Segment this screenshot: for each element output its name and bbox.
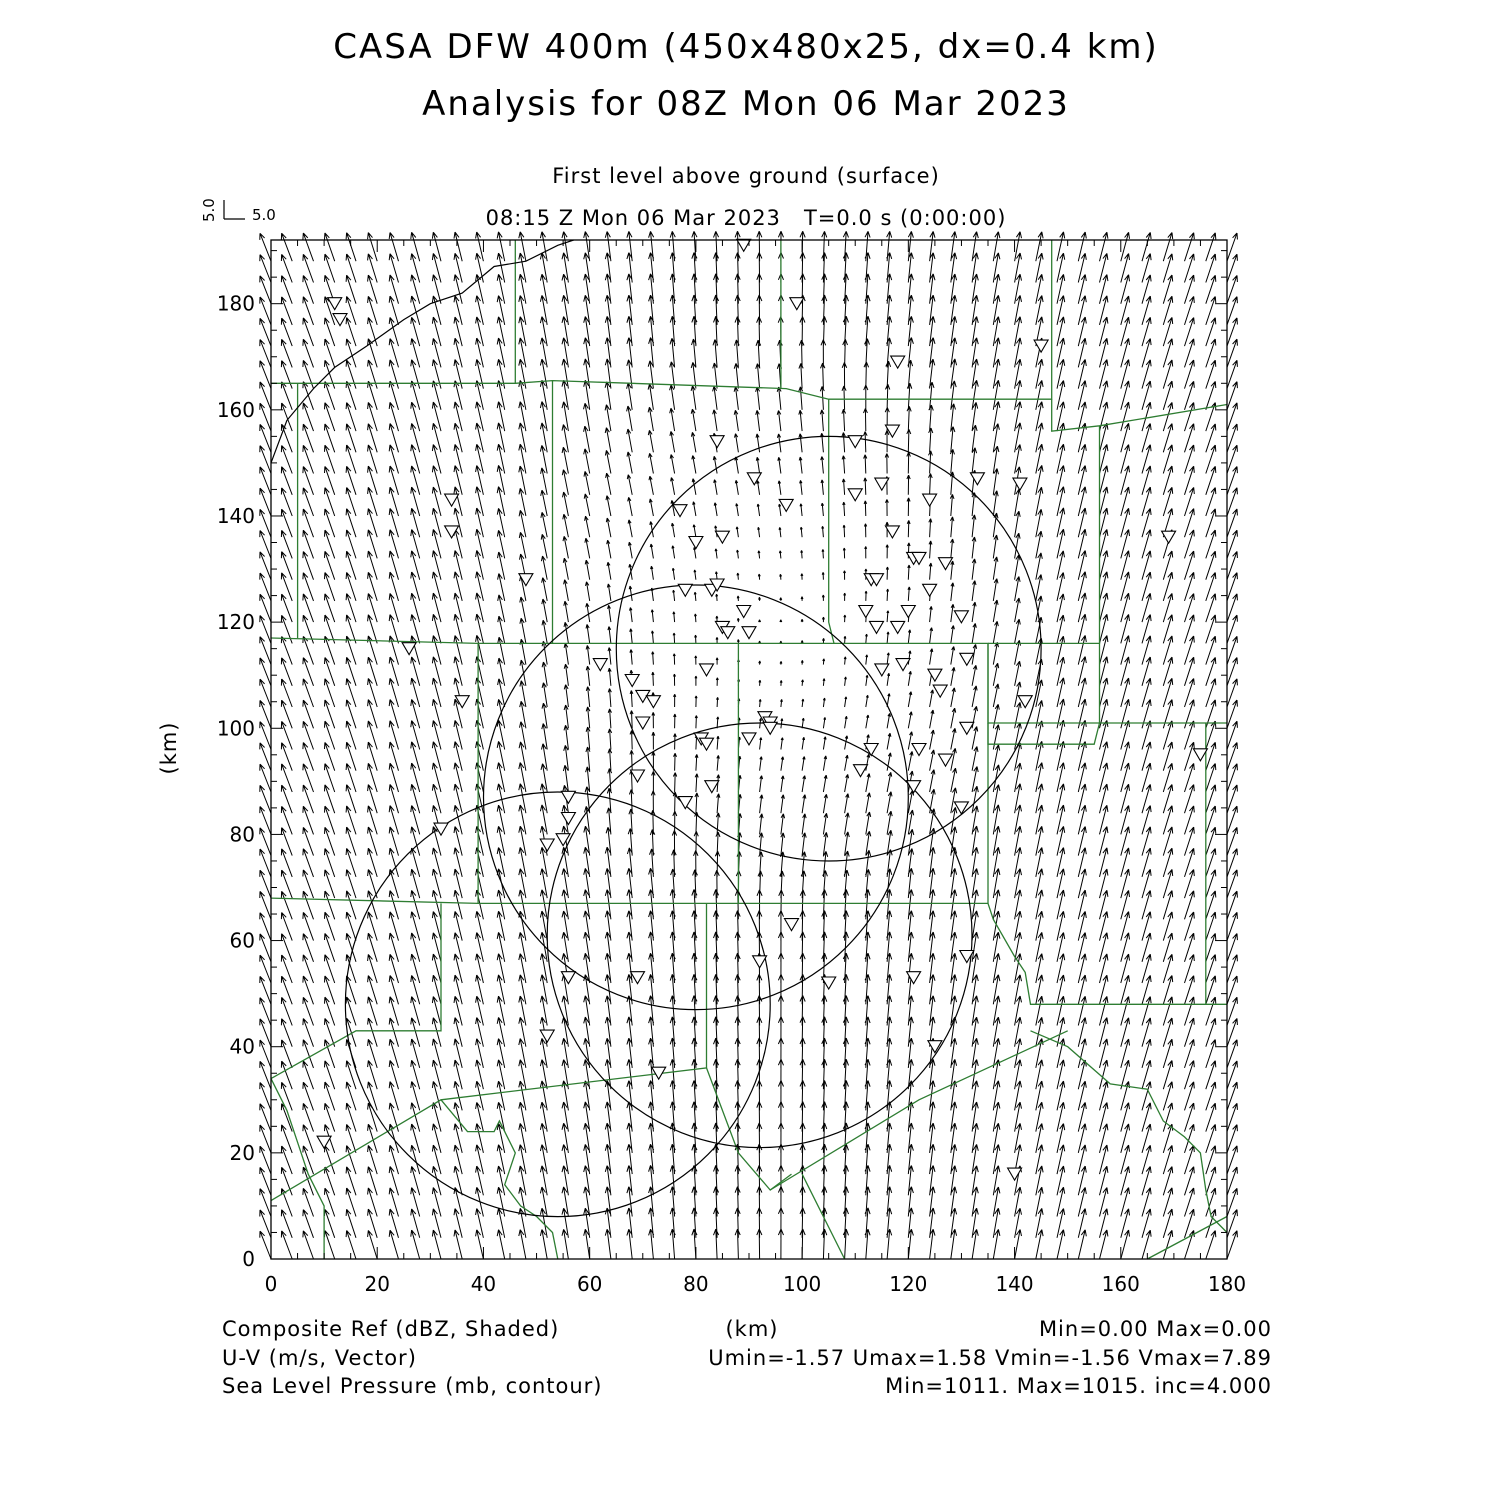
footer-field2-label: U-V (m/s, Vector) xyxy=(222,1346,417,1370)
pressure-contour-line xyxy=(271,240,574,463)
x-tick-label: 60 xyxy=(576,1272,603,1296)
station-marker xyxy=(923,584,937,596)
station-marker xyxy=(317,1136,331,1148)
y-tick-label: 60 xyxy=(229,928,255,953)
station-marker xyxy=(402,643,416,655)
station-marker xyxy=(700,664,714,676)
x-axis-label: (km) xyxy=(725,1317,779,1341)
station-marker xyxy=(896,659,910,671)
station-marker xyxy=(678,797,692,809)
pressure-contours xyxy=(271,240,574,463)
station-marker xyxy=(954,611,968,623)
station-marker xyxy=(673,505,687,517)
y-tick-label: 100 xyxy=(216,716,255,741)
station-marker xyxy=(901,606,915,618)
station-marker xyxy=(891,621,905,633)
county-boundary-line xyxy=(271,903,707,1200)
station-marker xyxy=(689,537,703,549)
station-marker xyxy=(870,621,884,633)
station-marker xyxy=(928,669,942,681)
station-marker xyxy=(631,972,645,984)
station-marker xyxy=(646,696,660,708)
station-marker xyxy=(1008,1168,1022,1180)
vector-scale-v-label: 5.0 xyxy=(200,198,218,222)
y-tick-label: 20 xyxy=(229,1140,255,1165)
x-tick-label: 20 xyxy=(364,1272,390,1296)
y-tick-label: 160 xyxy=(216,397,255,422)
station-marker xyxy=(848,436,862,448)
x-tick-label: 160 xyxy=(1101,1272,1140,1296)
radar-range-rings xyxy=(345,436,1041,1216)
subtitle-level: First level above ground (surface) xyxy=(552,164,940,188)
station-marker xyxy=(328,298,342,310)
station-marker xyxy=(891,356,905,368)
station-markers xyxy=(317,239,1207,1180)
station-marker xyxy=(625,675,639,687)
station-marker xyxy=(790,298,804,310)
station-marker xyxy=(1013,478,1027,490)
footer-field1-label: Composite Ref (dBZ, Shaded) xyxy=(222,1317,560,1341)
station-marker xyxy=(960,722,974,734)
station-marker xyxy=(779,499,793,511)
station-marker xyxy=(753,956,767,968)
x-tick-label: 80 xyxy=(683,1272,709,1296)
station-marker xyxy=(710,436,724,448)
station-marker xyxy=(933,685,947,697)
county-boundary-line xyxy=(770,1031,1067,1190)
station-marker xyxy=(742,627,756,639)
title-line-1: CASA DFW 400m (450x480x25, dx=0.4 km) xyxy=(333,27,1159,67)
station-marker xyxy=(636,717,650,729)
station-marker xyxy=(742,733,756,745)
x-axis-ticks xyxy=(265,240,1246,1296)
station-marker xyxy=(859,606,873,618)
x-tick-label: 140 xyxy=(995,1272,1034,1296)
station-marker xyxy=(715,531,729,543)
station-marker xyxy=(785,919,799,931)
subtitle-time: 08:15 Z Mon 06 Mar 2023 T=0.0 s (0:00:00) xyxy=(485,206,1007,230)
y-tick-label: 40 xyxy=(229,1034,255,1059)
station-marker xyxy=(561,972,575,984)
station-marker xyxy=(960,951,974,963)
station-marker xyxy=(445,494,459,506)
x-tick-label: 100 xyxy=(783,1272,822,1296)
station-marker xyxy=(875,664,889,676)
footer-field1-stats: Min=0.00 Max=0.00 xyxy=(1038,1317,1272,1341)
county-boundary-line xyxy=(271,1079,324,1259)
footer-field3-label: Sea Level Pressure (mb, contour) xyxy=(222,1374,603,1398)
station-marker xyxy=(854,765,868,777)
station-marker xyxy=(848,489,862,501)
footer-field2-stats: Umin=-1.57 Umax=1.58 Vmin=-1.56 Vmax=7.89 xyxy=(708,1346,1272,1370)
vector-scale-key xyxy=(200,198,276,224)
county-boundary-line xyxy=(988,426,1100,644)
station-marker xyxy=(960,653,974,665)
station-marker xyxy=(678,584,692,596)
title-line-2: Analysis for 08Z Mon 06 Mar 2023 xyxy=(422,84,1070,124)
station-marker xyxy=(333,314,347,326)
y-tick-label: 120 xyxy=(216,610,255,635)
footer-field3-stats: Min=1011. Max=1015. inc=4.000 xyxy=(885,1374,1272,1398)
station-marker xyxy=(593,659,607,671)
station-marker xyxy=(519,574,533,586)
y-tick-label: 0 xyxy=(242,1247,255,1271)
station-marker xyxy=(939,754,953,766)
y-axis-label: (km) xyxy=(157,721,181,775)
station-marker xyxy=(763,722,777,734)
station-marker xyxy=(912,744,926,756)
station-marker xyxy=(561,813,575,825)
vector-scale-u-label: 5.0 xyxy=(252,206,276,224)
station-marker xyxy=(631,770,645,782)
station-marker xyxy=(923,494,937,506)
x-tick-label: 180 xyxy=(1207,1272,1247,1296)
station-marker xyxy=(970,473,984,485)
x-tick-label: 120 xyxy=(889,1272,928,1296)
station-marker xyxy=(939,558,953,570)
county-boundary-line xyxy=(1052,399,1227,431)
x-tick-label: 40 xyxy=(470,1272,497,1296)
county-boundary-line xyxy=(1147,1217,1227,1260)
x-tick-label: 0 xyxy=(264,1272,278,1296)
y-tick-label: 140 xyxy=(216,503,255,528)
station-marker xyxy=(561,791,575,803)
y-tick-label: 180 xyxy=(216,291,255,316)
y-tick-label: 80 xyxy=(229,822,255,847)
station-marker xyxy=(434,823,448,835)
station-marker xyxy=(737,606,751,618)
